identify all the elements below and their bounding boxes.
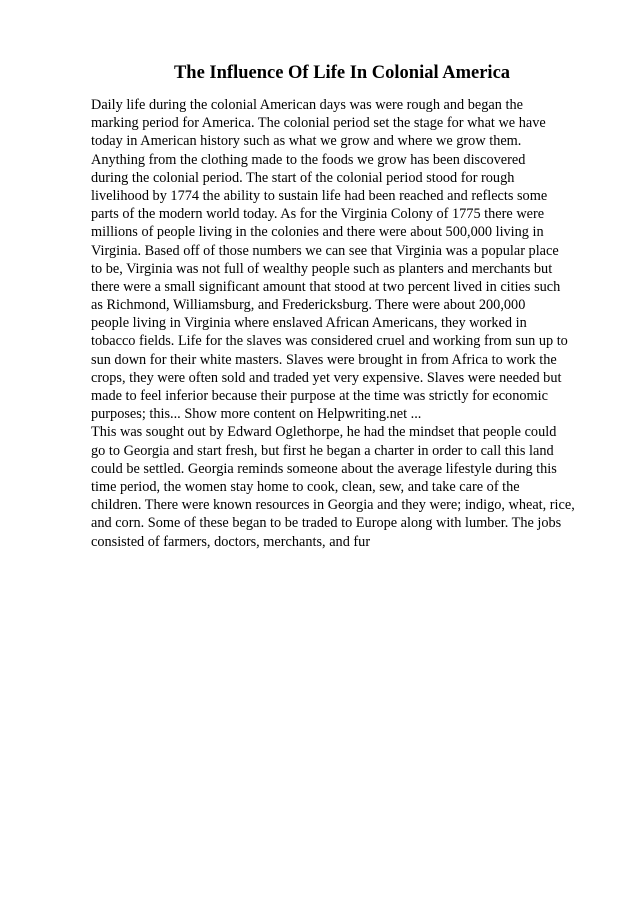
document-title: The Influence Of Life In Colonial America [173,63,511,83]
body-line: millions of people living in the colonies and there were about 500,000 living in [91,224,544,241]
body-line: This was sought out by Edward Oglethorpe, he had the mindset that people could [91,424,557,441]
body-line: time period, the women stay home to cook, clean, sew, and take care of the [91,478,520,495]
body-line: Daily life during the colonial American days was were rough and began the [91,97,523,113]
body-line: tobacco fields. Life for the slaves was considered cruel and working from sun up to [91,333,568,350]
document-body [91,96,591,551]
body-line: could be settled. Georgia reminds someone about the average lifestyle during this [91,460,557,477]
body-line: during the colonial period. The start of the colonial period stood for rough [91,169,515,186]
body-line: made to feel inferior because their purpose at the time was strictly for economic [91,388,548,404]
body-line: sun down for their white masters. Slaves were brought in from Africa to work the [91,351,557,368]
body-line: there were a small significant amount that stood at two percent lived in cities such [91,278,561,295]
body-line: consisted of farmers, doctors, merchants, and fur [91,533,371,550]
body-line: parts of the modern world today. As for the Virginia Colony of 1775 there were [91,206,545,223]
body-line: marking period for America. The colonial period set the stage for what we have [91,115,546,132]
body-line: go to Georgia and start fresh, but first he began a charter in order to call this land [91,442,554,459]
body-line: people living in Virginia where enslaved African Americans, they worked in [91,315,527,332]
body-line: purposes; this... Show more content on Helpwriting.net ... [91,406,422,423]
body-line: and corn. Some of these began to be traded to Europe along with lumber. The jobs [91,515,562,532]
body-line: Anything from the clothing made to the foods we grow has been discovered [91,151,526,168]
body-line: as Richmond, Williamsburg, and Fredericksburg. There were about 200,000 [91,297,526,314]
body-line: livelihood by 1774 the ability to sustain life had been reached and reflects some [91,187,548,204]
body-line: children. There were known resources in Georgia and they were; indigo, wheat, rice, [91,497,575,514]
body-line: Virginia. Based off of those numbers we can see that Virginia was a popular place [91,242,559,259]
body-line: today in American history such as what we grow and where we grow them. [91,133,522,150]
body-line: to be, Virginia was not full of wealthy people such as planters and merchants but [91,260,553,277]
body-line: crops, they were often sold and traded yet very expensive. Slaves were needed but [91,369,562,386]
